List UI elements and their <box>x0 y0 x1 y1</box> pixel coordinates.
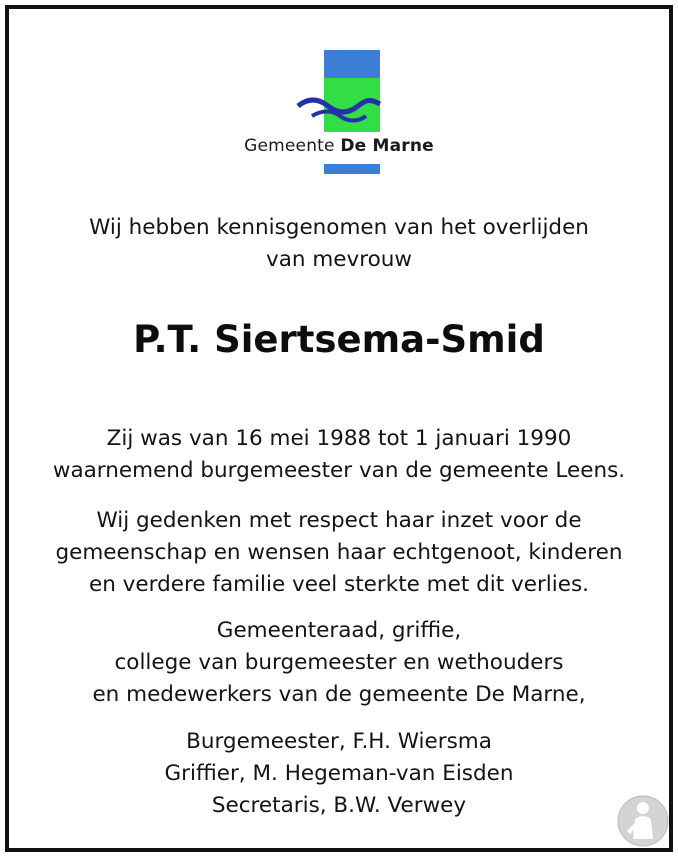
logo-word-de-marne: De Marne <box>340 136 434 156</box>
logo-word-gemeente: Gemeente <box>244 136 335 156</box>
signatory-person-line: Secretaris, B.W. Verwey <box>211 793 467 818</box>
service-line: waarnemend burgemeester van de gemeente Leens. <box>52 458 626 483</box>
service-line: Zij was van 16 mei 1988 tot 1 januari 1990 <box>106 426 572 451</box>
signatories-persons <box>0 726 678 822</box>
logo-wordmark <box>0 136 678 156</box>
municipality-logo <box>0 44 678 176</box>
intro-line: van mevrouw <box>266 247 412 272</box>
signatory-person-line: Griffier, M. Hegeman-van Eisden <box>164 761 514 786</box>
signatory-group-line: Gemeenteraad, griffie, <box>216 618 462 643</box>
condolence-line: Wij gedenken met respect haar inzet voor de <box>96 508 582 533</box>
signatories-groups <box>0 615 678 711</box>
intro-line: Wij hebben kennisgenomen van het overlijden <box>89 215 589 240</box>
de-marne-logo-mark-icon <box>294 48 384 176</box>
signatory-group-line: college van burgemeester en wethouders <box>114 650 564 675</box>
signatory-group-line: en medewerkers van de gemeente De Marne, <box>92 682 586 707</box>
condolence-line: gemeenschap en wensen haar echtgenoot, kinderen <box>55 540 623 565</box>
service-paragraph <box>0 423 678 487</box>
signatory-person-line: Burgemeester, F.H. Wiersma <box>186 729 492 754</box>
condolence-paragraph <box>0 505 678 601</box>
memorial-figure-icon <box>615 793 671 849</box>
condolence-line: en verdere familie veel sterkte met dit verlies. <box>88 572 590 597</box>
intro-text <box>0 212 678 276</box>
deceased-name: P.T. Siertsema-Smid <box>133 318 545 361</box>
